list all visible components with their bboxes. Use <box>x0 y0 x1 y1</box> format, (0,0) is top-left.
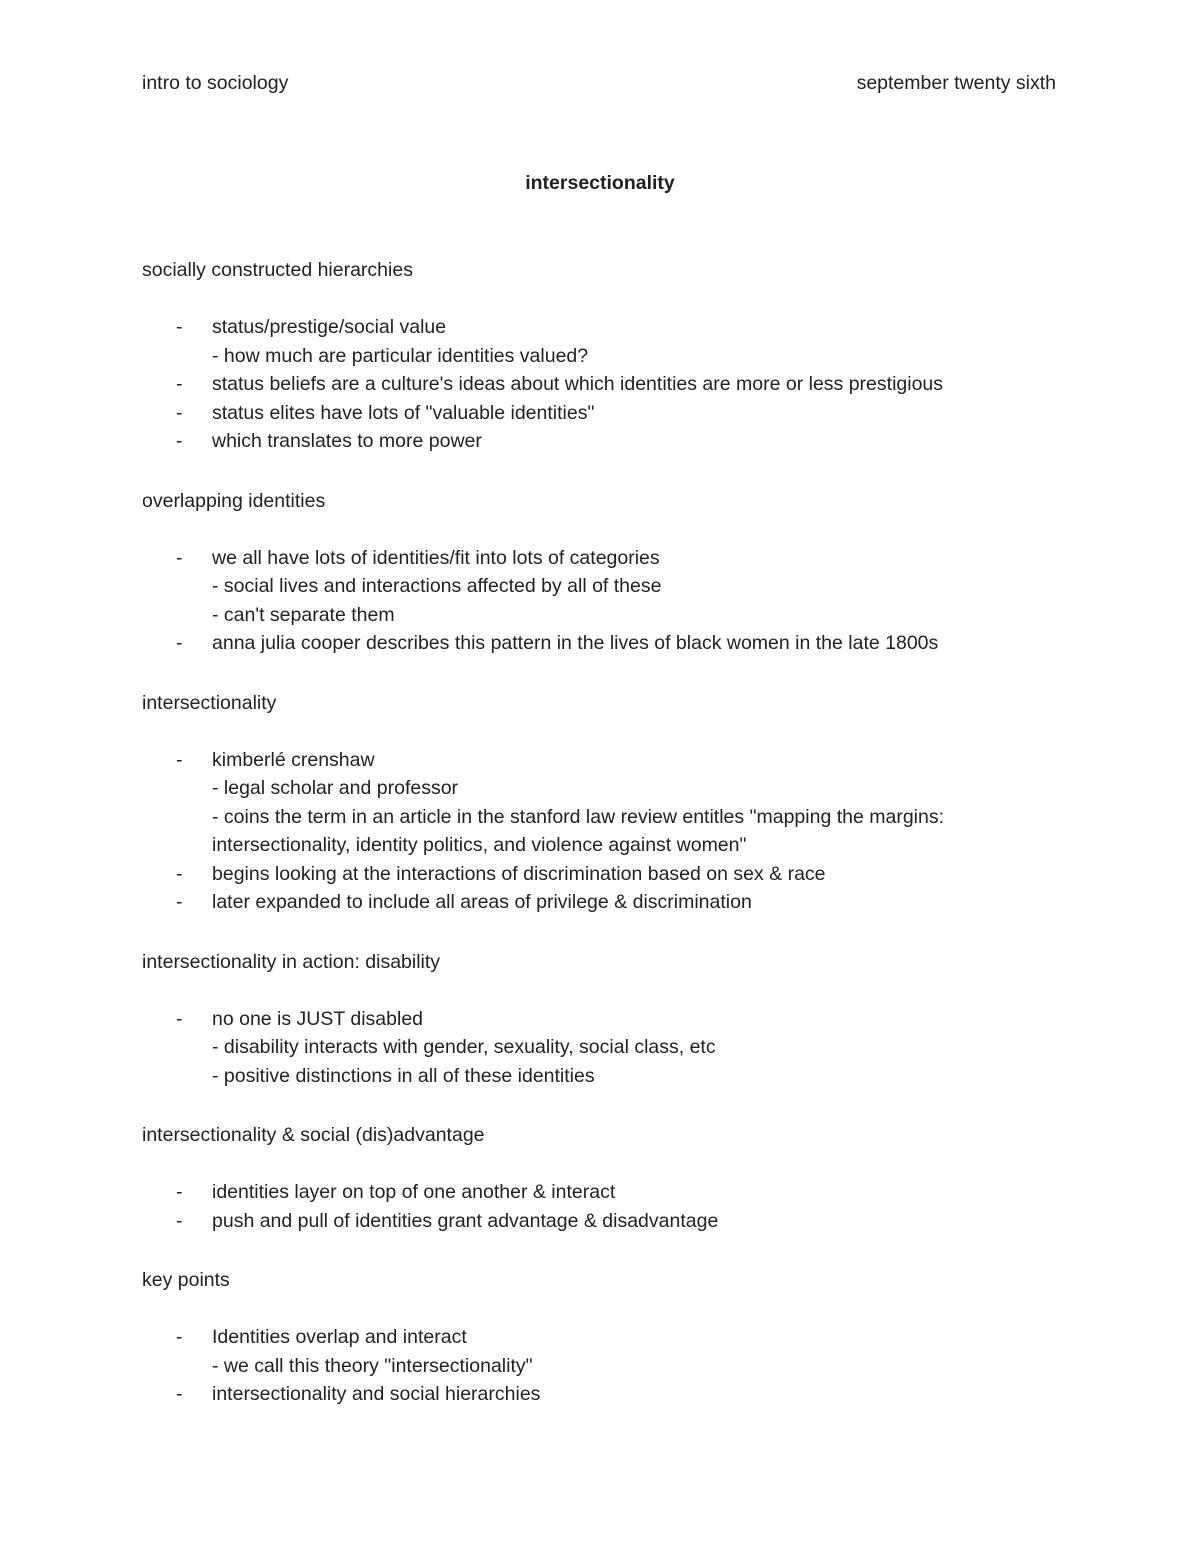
section-heading: intersectionality & social (dis)advantage <box>142 1124 485 1146</box>
sub-point: - coins the term in an article in the stanford law review entitles "mapping the margins: <box>212 805 945 828</box>
bullet-dash: - <box>176 1007 183 1030</box>
bullet-list <box>142 746 1042 917</box>
notes-section <box>142 487 1042 658</box>
bullet-item <box>142 313 1042 370</box>
lecture-date: september twenty sixth <box>856 72 1056 94</box>
bullet-dash: - <box>176 316 183 338</box>
bullet-list <box>142 313 1042 456</box>
notes-section <box>142 256 1042 456</box>
sub-point: - social lives and interactions affected by all of these <box>212 575 662 597</box>
notes-section <box>142 689 1042 917</box>
bullet-item <box>142 370 1042 399</box>
bullet-list <box>142 544 1042 658</box>
section-heading: socially constructed hierarchies <box>142 259 413 281</box>
bullet-text: status/prestige/social value <box>212 316 447 338</box>
sub-point: intersectionality, identity politics, and violence against women" <box>212 834 747 856</box>
notes-section <box>142 1266 1042 1409</box>
notes-section <box>142 1121 1042 1235</box>
section-heading: intersectionality in action: disability <box>142 950 441 973</box>
bullet-text: status elites have lots of "valuable identities" <box>212 401 595 424</box>
bullet-text: later expanded to include all areas of privilege & discrimination <box>212 891 752 913</box>
bullet-item <box>142 860 1042 889</box>
bullet-dash: - <box>176 632 183 654</box>
bullet-list <box>142 1323 1042 1409</box>
sub-point: - disability interacts with gender, sexuality, social class, etc <box>212 1036 716 1058</box>
bullet-text: Identities overlap and interact <box>212 1326 467 1348</box>
sub-point: - positive distinctions in all of these identities <box>212 1064 595 1087</box>
section-heading: intersectionality <box>142 691 277 714</box>
bullet-item <box>142 427 1042 456</box>
bullet-text: we all have lots of identities/fit into lots of categories <box>212 546 660 569</box>
bullet-item <box>142 1380 1042 1409</box>
course-name: intro to sociology <box>142 72 289 94</box>
bullet-text: anna julia cooper describes this pattern in the lives of black women in the late 1800s <box>212 632 939 654</box>
bullet-text: identities layer on top of one another & interact <box>212 1181 616 1203</box>
bullet-item <box>142 746 1042 860</box>
notes-section <box>142 948 1042 1091</box>
bullet-dash: - <box>176 1209 183 1232</box>
bullet-dash: - <box>176 1181 183 1203</box>
document-title: intersectionality <box>525 172 675 194</box>
sub-point: - we call this theory "intersectionality" <box>212 1354 533 1377</box>
bullet-item <box>142 544 1042 630</box>
notes-body <box>142 256 1042 1440</box>
bullet-dash: - <box>176 891 183 913</box>
bullet-text: status beliefs are a culture's ideas about which identities are more or less prestigious <box>212 373 944 395</box>
bullet-item <box>142 1323 1042 1380</box>
bullet-list <box>142 1005 1042 1091</box>
bullet-item <box>142 1005 1042 1091</box>
bullet-item <box>142 888 1042 917</box>
bullet-item <box>142 1207 1042 1236</box>
bullet-dash: - <box>176 748 183 771</box>
bullet-dash: - <box>176 1326 183 1348</box>
bullet-text: kimberlé crenshaw <box>212 748 375 771</box>
sub-point: - legal scholar and professor <box>212 777 459 799</box>
bullet-dash: - <box>176 862 183 885</box>
bullet-text: push and pull of identities grant advantage & disadvantage <box>212 1209 719 1232</box>
bullet-text: which translates to more power <box>212 430 482 452</box>
sub-point: - can't separate them <box>212 603 395 626</box>
bullet-item <box>142 1178 1042 1207</box>
section-heading: key points <box>142 1269 230 1291</box>
bullet-item <box>142 399 1042 428</box>
bullet-dash: - <box>176 373 183 395</box>
bullet-dash: - <box>176 1383 183 1405</box>
bullet-text: begins looking at the interactions of discrimination based on sex & race <box>212 862 826 885</box>
bullet-text: intersectionality and social hierarchies <box>212 1383 541 1405</box>
bullet-dash: - <box>176 546 183 569</box>
bullet-list <box>142 1178 1042 1235</box>
page-header <box>142 71 1056 95</box>
bullet-dash: - <box>176 430 183 452</box>
bullet-dash: - <box>176 401 183 424</box>
bullet-item <box>142 629 1042 658</box>
sub-point: - how much are particular identities valued? <box>212 344 589 367</box>
bullet-text: no one is JUST disabled <box>212 1007 424 1030</box>
section-heading: overlapping identities <box>142 489 326 512</box>
